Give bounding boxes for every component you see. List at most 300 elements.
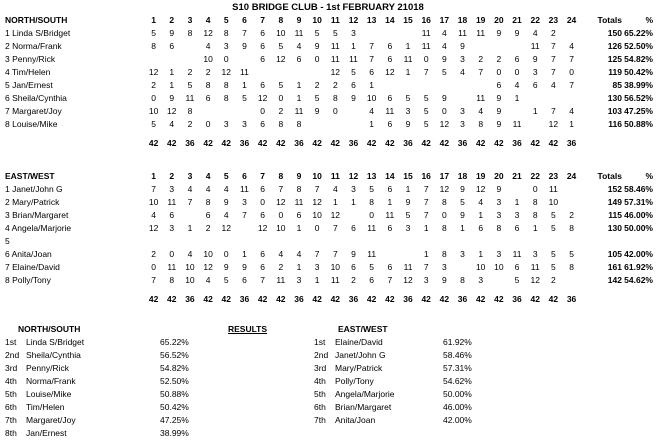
column-total: 42	[548, 294, 559, 304]
score-cell: 11	[367, 223, 377, 233]
score-cell: 0	[496, 67, 502, 77]
score-cell: 2	[551, 28, 556, 38]
board-column-header: 22	[530, 171, 540, 181]
score-cell: 7	[569, 54, 574, 64]
score-cell: 6	[260, 80, 265, 90]
result-pair: Angela/Marjorie	[335, 389, 395, 399]
score-cell: 5	[278, 41, 284, 51]
column-total: 36	[185, 294, 195, 304]
score-cell: 6	[260, 184, 265, 194]
score-cell: 8	[151, 41, 156, 51]
score-cell: 6	[351, 262, 356, 272]
table-row	[3, 222, 653, 235]
score-cell: 6	[496, 80, 502, 90]
score-cell: 1	[460, 223, 465, 233]
score-cell: 3	[423, 275, 429, 285]
board-column-header: 4	[205, 15, 211, 25]
score-cell: 9	[169, 28, 175, 38]
score-cell: 5	[551, 210, 556, 220]
score-cell: 7	[551, 106, 556, 116]
result-rank: 5th	[314, 389, 326, 399]
pair-percent: 50.88%	[624, 119, 653, 129]
score-cell: 5	[423, 93, 429, 103]
score-cell: 6	[387, 119, 393, 129]
score-cell: 2	[151, 249, 156, 259]
north_south-header-row	[3, 14, 653, 27]
score-cell	[163, 235, 181, 248]
score-cell: 5	[314, 93, 320, 103]
table-row	[3, 248, 653, 261]
pair-percent: 47.25%	[624, 106, 653, 116]
score-cell	[526, 235, 544, 248]
score-cell: 8	[441, 197, 447, 207]
score-cell	[562, 196, 580, 209]
score-cell: 11	[294, 106, 304, 116]
score-cell: 3	[441, 262, 447, 272]
score-cell: 12	[148, 223, 159, 233]
pair-percent: 58.46%	[624, 184, 653, 194]
score-cell: 12	[276, 197, 286, 207]
score-cell: 7	[423, 262, 429, 272]
score-cell: 3	[405, 223, 411, 233]
score-cell: 11	[349, 54, 358, 64]
score-cell	[381, 248, 399, 261]
result-percent: 47.25%	[160, 415, 189, 425]
score-cell: 4	[460, 67, 465, 77]
score-cell: 2	[478, 54, 484, 64]
score-cell: 7	[551, 41, 556, 51]
result-percent: 38.99%	[160, 428, 189, 438]
score-cell: 5	[151, 28, 156, 38]
score-cell: 4	[569, 106, 574, 116]
column-total: 36	[457, 138, 468, 148]
score-cell: 5	[405, 93, 411, 103]
result-percent: 50.42%	[160, 402, 189, 412]
score-cell: 1	[532, 223, 538, 233]
column-total: 42	[312, 138, 322, 148]
pair-percent: 61.92%	[624, 262, 653, 272]
score-cell: 11	[294, 28, 304, 38]
score-cell: 0	[205, 119, 211, 129]
pair-total	[581, 235, 622, 248]
table-row	[3, 183, 653, 196]
pair-name: 1 Linda S/Bridget	[5, 28, 71, 38]
score-cell: 0	[569, 67, 574, 77]
column-total: 36	[512, 138, 522, 148]
score-cell	[490, 40, 508, 53]
score-cell: 2	[314, 80, 320, 90]
score-cell: 1	[369, 80, 375, 90]
score-cell: 3	[223, 41, 229, 51]
score-cell: 1	[387, 197, 393, 207]
score-cell: 2	[278, 106, 284, 116]
score-cell: 2	[205, 223, 211, 233]
pair-percent: 65.22%	[624, 28, 653, 38]
score-cell	[363, 27, 381, 40]
score-cell: 0	[514, 67, 520, 77]
score-cell	[562, 183, 580, 196]
score-cell: 11	[330, 275, 340, 285]
score-cell: 4	[278, 249, 284, 259]
board-column-header: 13	[366, 15, 377, 25]
result-rank: 6th	[314, 402, 326, 412]
result-rank: 4th	[5, 376, 17, 386]
score-cell: 6	[478, 223, 484, 233]
column-total: 42	[276, 294, 286, 304]
score-cell	[254, 66, 272, 79]
score-cell: 1	[405, 67, 411, 77]
section-header: EAST/WEST	[5, 171, 55, 181]
result-percent: 54.82%	[160, 363, 189, 373]
score-cell	[217, 105, 235, 118]
score-cell: 6	[260, 119, 265, 129]
score-cell: 0	[332, 106, 338, 116]
table-row	[3, 261, 653, 274]
score-cell: 9	[496, 28, 502, 38]
score-cell	[508, 40, 526, 53]
score-cell	[272, 235, 290, 248]
board-column-header: 17	[439, 15, 450, 25]
pair-name: 3 Penny/Rick	[5, 54, 56, 64]
result-rank: 7th	[314, 415, 326, 425]
column-total: 42	[494, 138, 504, 148]
score-cell: 12	[439, 184, 450, 194]
score-cell	[453, 261, 471, 274]
score-cell: 9	[441, 93, 447, 103]
result-pair: Norma/Frank	[26, 376, 76, 386]
pair-percent: 38.99%	[624, 80, 653, 90]
pair-name: 8 Polly/Tony	[5, 275, 51, 285]
score-cell: 1	[423, 223, 429, 233]
score-cell: 3	[478, 275, 484, 285]
score-cell	[326, 235, 344, 248]
result-percent: 57.31%	[443, 363, 472, 373]
score-cell: 11	[367, 249, 377, 259]
totals-row-label	[3, 293, 145, 306]
score-cell: 5	[351, 67, 356, 77]
score-cell: 10	[203, 54, 213, 64]
score-cell: 11	[421, 28, 431, 38]
score-cell	[145, 235, 163, 248]
result-pair: Tim/Helen	[26, 402, 65, 412]
board-column-header: 14	[385, 171, 395, 181]
board-column-header: 20	[494, 171, 504, 181]
board-column-header: 2	[169, 171, 175, 181]
column-total: 42	[475, 294, 486, 304]
score-cell	[544, 235, 562, 248]
score-cell: 4	[205, 41, 211, 51]
score-cell: 8	[296, 184, 302, 194]
table-row	[3, 209, 653, 222]
score-cell: 3	[514, 210, 520, 220]
score-cell	[417, 79, 435, 92]
section-header: NORTH/SOUTH	[5, 15, 68, 25]
score-cell: 7	[387, 275, 393, 285]
column-total: 42	[421, 138, 431, 148]
score-cell: 11	[403, 262, 413, 272]
score-cell: 4	[223, 210, 229, 220]
score-cell: 6	[514, 223, 520, 233]
score-cell: 4	[441, 28, 447, 38]
score-cell: 0	[151, 93, 156, 103]
score-cell: 11	[167, 197, 177, 207]
score-cell: 8	[205, 197, 211, 207]
score-cell: 4	[151, 210, 156, 220]
score-cell: 10	[148, 106, 159, 116]
score-cell	[181, 209, 199, 222]
score-cell: 10	[475, 262, 486, 272]
score-cell: 4	[187, 184, 193, 194]
pair-name: 1 Janet/John G	[5, 184, 63, 194]
score-cell: 9	[351, 249, 356, 259]
north-south-score-table	[3, 14, 653, 150]
result-pair: Mary/Patrick	[335, 363, 383, 373]
score-cell: 5	[369, 184, 375, 194]
board-column-header: 1	[151, 15, 156, 25]
score-cell: 6	[296, 54, 302, 64]
score-cell: 2	[151, 80, 156, 90]
column-total: 42	[385, 294, 395, 304]
score-cell: 12	[257, 93, 268, 103]
score-cell: 8	[278, 119, 284, 129]
score-cell	[308, 235, 326, 248]
east_west-column-totals-row	[3, 293, 653, 306]
score-cell: 1	[514, 93, 520, 103]
score-cell: 6	[260, 262, 265, 272]
score-cell: 9	[223, 197, 229, 207]
score-cell: 3	[242, 197, 247, 207]
score-cell	[235, 222, 253, 235]
score-cell: 0	[169, 249, 175, 259]
pair-name: 5 Jan/Ernest	[5, 80, 53, 90]
board-column-header: 20	[494, 15, 504, 25]
score-cell: 10	[548, 197, 559, 207]
score-cell	[435, 235, 453, 248]
score-cell	[526, 118, 544, 131]
result-pair: Louise/Mike	[26, 389, 72, 399]
score-cell: 12	[221, 67, 232, 77]
result-rank: 1st	[314, 337, 326, 347]
pair-total: 130	[607, 223, 622, 233]
pair-name: 6 Sheila/Cynthia	[5, 93, 67, 103]
score-cell: 10	[494, 262, 504, 272]
score-cell: 7	[260, 275, 265, 285]
score-cell: 8	[223, 28, 229, 38]
score-cell: 6	[532, 80, 538, 90]
score-cell: 6	[296, 210, 302, 220]
pair-name: 6 Anita/Joan	[5, 249, 52, 259]
pair-percent: 52.50%	[624, 41, 653, 51]
score-cell	[472, 40, 490, 53]
score-cell	[472, 235, 490, 248]
score-cell: 11	[240, 184, 249, 194]
score-cell: 6	[169, 210, 175, 220]
board-column-header: 16	[421, 171, 431, 181]
score-cell: 10	[185, 275, 195, 285]
column-total: 42	[203, 138, 213, 148]
score-cell	[453, 79, 471, 92]
score-cell: 5	[569, 249, 574, 259]
score-cell: 6	[387, 41, 393, 51]
score-cell: 11	[330, 54, 340, 64]
score-cell: 8	[569, 262, 574, 272]
score-cell: 4	[205, 275, 211, 285]
score-cell	[308, 118, 326, 131]
north_south-column-totals-row	[3, 137, 653, 150]
score-cell: 8	[169, 275, 175, 285]
board-column-header: 10	[312, 15, 322, 25]
board-column-header: 8	[278, 171, 284, 181]
score-cell	[308, 66, 326, 79]
score-cell: 9	[441, 54, 447, 64]
score-cell: 9	[460, 41, 465, 51]
score-cell: 11	[476, 28, 486, 38]
score-cell: 8	[532, 197, 538, 207]
score-cell: 6	[169, 41, 175, 51]
score-cell	[344, 105, 362, 118]
score-cell: 3	[169, 223, 175, 233]
column-total: 36	[294, 138, 304, 148]
pair-name: 7 Elaine/David	[5, 262, 60, 272]
score-cell: 8	[332, 93, 338, 103]
score-cell: 1	[569, 119, 574, 129]
score-cell: 9	[169, 93, 175, 103]
result-pair: Elaine/David	[335, 337, 383, 347]
column-total: 42	[221, 294, 232, 304]
score-cell: 1	[332, 197, 338, 207]
score-cell	[562, 27, 580, 40]
empty-cell	[581, 293, 622, 306]
column-total: 36	[403, 138, 413, 148]
score-cell: 11	[276, 275, 286, 285]
score-cell: 7	[423, 67, 429, 77]
score-cell: 8	[532, 210, 538, 220]
score-cell: 0	[223, 54, 229, 64]
score-cell: 2	[351, 275, 356, 285]
score-cell: 5	[278, 80, 284, 90]
page-title: S10 BRIDGE CLUB - 1st FEBRUARY 21018	[232, 2, 424, 13]
result-rank: 6th	[5, 402, 17, 412]
score-cell: 7	[151, 184, 156, 194]
score-cell	[399, 248, 417, 261]
score-cell: 1	[296, 262, 302, 272]
board-column-header: 18	[457, 15, 468, 25]
result-rank: 1st	[5, 337, 17, 347]
score-cell: 7	[242, 28, 247, 38]
board-column-header: 12	[348, 171, 359, 181]
board-column-header: 15	[403, 15, 413, 25]
result-percent: 50.88%	[160, 389, 189, 399]
score-cell: 3	[496, 210, 502, 220]
score-cell: 12	[475, 184, 486, 194]
score-cell	[254, 235, 272, 248]
score-cell	[508, 235, 526, 248]
score-cell: 11	[548, 184, 558, 194]
column-total: 42	[421, 294, 431, 304]
score-cell	[326, 118, 344, 131]
score-cell: 6	[260, 28, 265, 38]
pair-total: 105	[607, 249, 622, 259]
score-cell: 1	[242, 249, 247, 259]
score-cell: 1	[369, 119, 375, 129]
score-cell	[490, 235, 508, 248]
score-cell: 3	[460, 54, 465, 64]
score-cell: 3	[351, 184, 356, 194]
score-cell	[562, 92, 580, 105]
column-total: 42	[148, 294, 159, 304]
score-cell: 5	[423, 106, 429, 116]
empty-cell	[622, 137, 653, 150]
score-cell: 9	[496, 184, 502, 194]
score-cell: 10	[330, 262, 341, 272]
score-cell	[381, 235, 399, 248]
score-cell: 4	[296, 41, 302, 51]
column-total: 42	[439, 138, 450, 148]
column-total: 36	[566, 138, 577, 148]
pair-total: 149	[607, 197, 622, 207]
pair-percent: 46.00%	[624, 210, 653, 220]
score-cell: 7	[151, 275, 156, 285]
column-total: 42	[385, 138, 395, 148]
score-cell	[453, 235, 471, 248]
column-total: 42	[312, 294, 322, 304]
column-total: 42	[366, 138, 377, 148]
score-cell	[344, 209, 362, 222]
score-cell: 11	[240, 67, 249, 77]
board-column-header: 15	[403, 171, 413, 181]
score-cell: 5	[551, 249, 556, 259]
score-cell: 3	[405, 106, 411, 116]
score-cell: 5	[460, 197, 465, 207]
score-cell: 1	[405, 184, 411, 194]
score-cell: 12	[385, 67, 395, 77]
score-cell: 10	[203, 249, 213, 259]
board-column-header: 5	[223, 171, 229, 181]
result-percent: 42.00%	[443, 415, 472, 425]
score-cell	[435, 79, 453, 92]
board-column-header: 10	[312, 171, 322, 181]
score-cell: 11	[185, 93, 195, 103]
score-cell: 8	[223, 93, 229, 103]
score-cell: 6	[369, 275, 375, 285]
score-cell: 11	[385, 210, 395, 220]
score-cell: 0	[314, 223, 320, 233]
pair-name: 7 Margaret/Joy	[5, 106, 62, 116]
score-cell: 5	[151, 119, 156, 129]
score-cell: 1	[296, 223, 302, 233]
score-cell: 6	[260, 54, 265, 64]
score-cell: 6	[387, 223, 393, 233]
score-cell	[344, 235, 362, 248]
score-cell: 11	[512, 119, 522, 129]
score-cell: 0	[314, 54, 320, 64]
pair-percent: 56.52%	[624, 93, 653, 103]
column-total: 42	[530, 294, 540, 304]
score-cell: 11	[330, 41, 340, 51]
score-cell: 5	[223, 275, 229, 285]
pair-total: 161	[607, 262, 622, 272]
result-percent: 52.50%	[160, 376, 189, 386]
board-column-header: 14	[385, 15, 395, 25]
score-cell: 11	[530, 262, 540, 272]
pair-name: 5	[5, 236, 10, 246]
score-cell: 4	[369, 106, 375, 116]
score-cell: 6	[387, 262, 393, 272]
board-column-header: 23	[548, 15, 559, 25]
pair-total: 152	[607, 184, 622, 194]
score-cell: 11	[294, 197, 304, 207]
table-row	[3, 118, 653, 131]
